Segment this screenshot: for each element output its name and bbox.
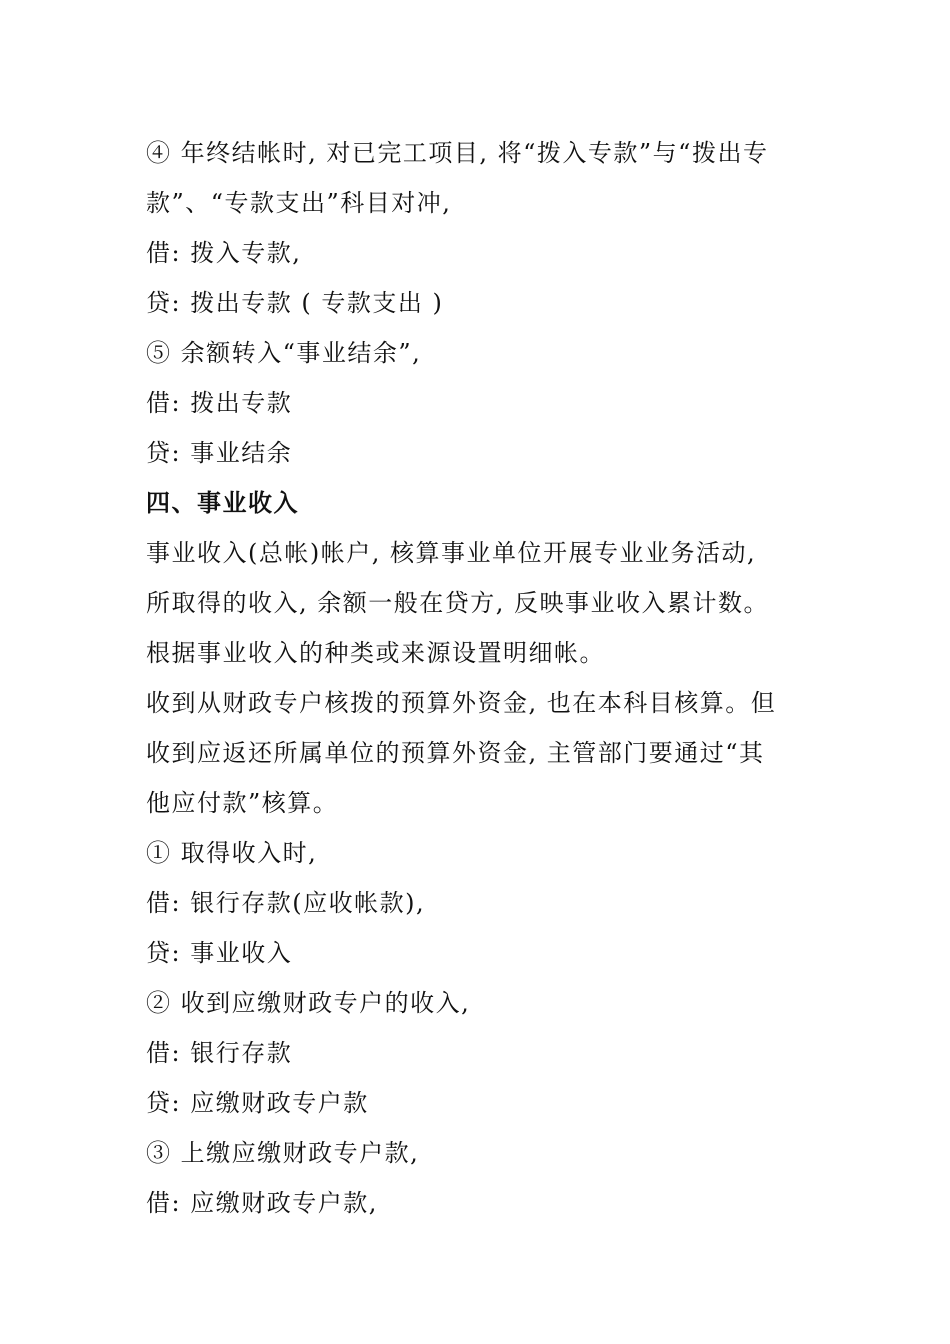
text-line: ④ 年终结帐时, 对已完工项目, 将“拨入专款”与“拨出专	[146, 139, 769, 167]
text-line: ③ 上缴应缴财政专户款,	[146, 1139, 420, 1167]
text-line: 借: 拨入专款,	[146, 239, 302, 267]
text-line: ⑤ 余额转入“事业结余”,	[146, 339, 422, 367]
text-line: 事业收入(总帐)帐户, 核算事业单位开展专业业务活动,	[146, 539, 757, 567]
text-line: 借: 应缴财政专户款,	[146, 1189, 378, 1217]
text-line: 收到从财政专户核拨的预算外资金, 也在本科目核算。但	[146, 689, 777, 717]
document-body	[146, 128, 806, 1228]
text-line: 借: 拨出专款	[146, 389, 293, 417]
text-line: 贷: 事业结余	[146, 439, 293, 467]
text-line: ② 收到应缴财政专户的收入,	[146, 989, 471, 1017]
text-line: 所取得的收入, 余额一般在贷方, 反映事业收入累计数。	[146, 589, 770, 617]
text-line: ① 取得收入时,	[146, 839, 318, 867]
text-line: 借: 银行存款	[146, 1039, 293, 1067]
text-line: 款”、“专款支出”科目对冲,	[146, 189, 452, 217]
text-line: 贷: 拨出专款 ( 专款支出 )	[146, 289, 444, 317]
text-line: 借: 银行存款(应收帐款),	[146, 889, 426, 917]
text-line: 贷: 应缴财政专户款	[146, 1089, 369, 1117]
text-line: 根据事业收入的种类或来源设置明细帐。	[146, 639, 605, 667]
text-line: 他应付款”核算。	[146, 789, 339, 817]
text-line: 贷: 事业收入	[146, 939, 293, 967]
text-line: 收到应返还所属单位的预算外资金, 主管部门要通过“其	[146, 739, 765, 767]
section-heading: 四、事业收入	[146, 488, 299, 517]
